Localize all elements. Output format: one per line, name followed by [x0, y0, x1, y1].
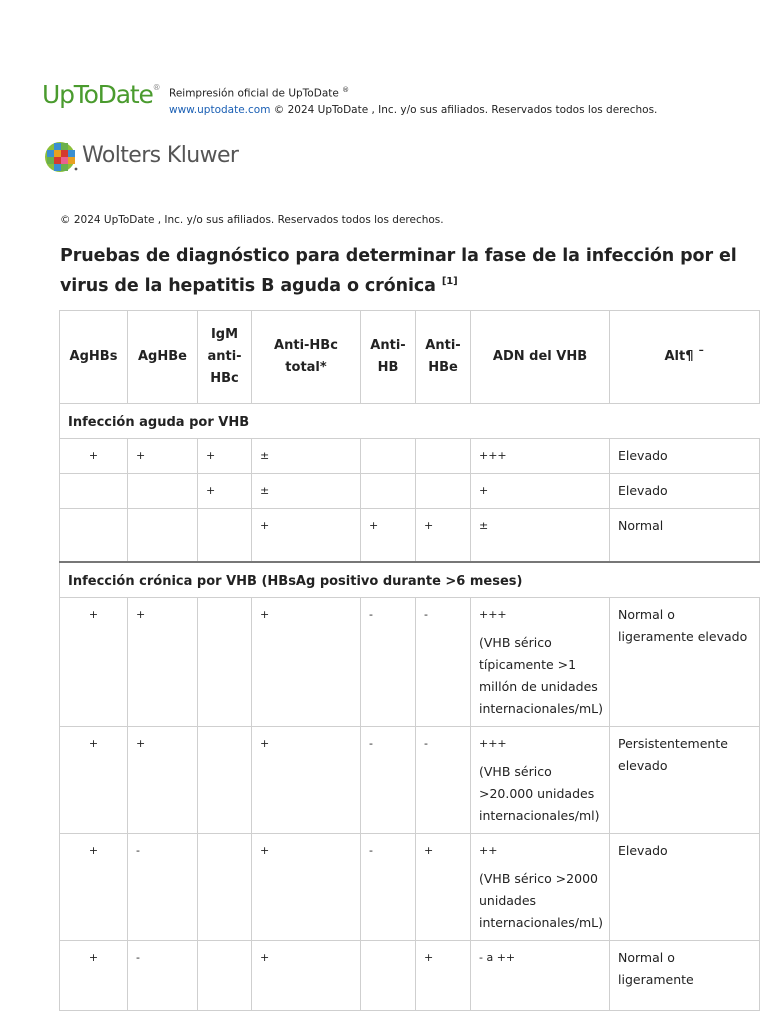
table-cell: + [60, 726, 128, 833]
reprint-label: Reimpresión oficial de UpToDate [169, 87, 339, 100]
column-header: Anti-HB [361, 311, 416, 404]
table-cell [128, 474, 198, 509]
table-cell [198, 597, 252, 726]
column-header: Anti-HBe [416, 311, 471, 404]
table-cell: + [198, 439, 252, 474]
table-cell: Elevado [610, 833, 760, 940]
table-row [60, 726, 760, 833]
table-cell: + [128, 439, 198, 474]
table-cell: + [416, 509, 471, 562]
table-cell: + [416, 833, 471, 940]
copyright-text: © 2024 UpToDate , Inc. y/o sus afiliados. Reservados todos los derechos. [60, 214, 444, 226]
table-cell: + [252, 597, 361, 726]
table-cell [361, 474, 416, 509]
table-row [60, 597, 760, 726]
table-cell: + [252, 509, 361, 562]
table-cell: ± [471, 509, 610, 562]
column-header: Anti-HBc total* [252, 311, 361, 404]
table-cell: Normal [610, 509, 760, 562]
logo-registered-mark: ® [152, 82, 161, 92]
table-cell: +++ [471, 439, 610, 474]
dna-note: (VHB sérico >20.000 unidades internacionales/ml) [479, 763, 600, 823]
publisher-name: Wolters Kluwer [82, 143, 239, 168]
page-title: Pruebas de diagnóstico para determinar la fase de la infección por el virus de la hepatitis B aguda o crónica [1] [60, 246, 737, 296]
uptodate-logo[interactable]: UpToDate® [42, 80, 161, 109]
column-header: AgHBe [128, 311, 198, 404]
dna-level: ++ [479, 843, 498, 857]
table-cell: Persistentemente elevado [610, 726, 760, 833]
table-cell [60, 509, 128, 562]
table-cell [361, 439, 416, 474]
table-cell: Elevado [610, 439, 760, 474]
table-cell: - [128, 940, 198, 1010]
table-cell: + [471, 474, 610, 509]
table-cell: + [416, 940, 471, 1010]
table-cell: - [361, 833, 416, 940]
table-cell: - [128, 833, 198, 940]
table-row [60, 439, 760, 474]
column-header: AgHBs [60, 311, 128, 404]
table-row [60, 509, 760, 562]
table-cell: ± [252, 474, 361, 509]
dna-note: (VHB sérico >2000 unidades internacionales/mL) [479, 870, 603, 930]
table-cell [416, 439, 471, 474]
section-header-acute [60, 404, 760, 439]
table-cell [471, 833, 610, 940]
table-cell: Elevado [610, 474, 760, 509]
table-cell [198, 509, 252, 562]
table-cell: + [252, 726, 361, 833]
table-cell: - [416, 597, 471, 726]
table-cell: + [60, 940, 128, 1010]
title-reference[interactable]: [1] [441, 276, 458, 287]
table-cell [471, 597, 610, 726]
table-row [60, 474, 760, 509]
table-cell: + [252, 833, 361, 940]
dna-level: +++ [479, 736, 507, 750]
table-cell: + [60, 439, 128, 474]
table-cell: - [361, 726, 416, 833]
table-cell [416, 474, 471, 509]
globe-icon [44, 141, 78, 173]
dna-level: - a ++ [479, 950, 516, 964]
reprint-registered-mark: ® [342, 86, 350, 94]
table-cell: - [416, 726, 471, 833]
dna-level: +++ [479, 607, 507, 621]
table-cell: ± [252, 439, 361, 474]
website-link[interactable]: www.uptodate.com [169, 103, 271, 116]
table-row [60, 940, 760, 1010]
table-cell [471, 940, 610, 1010]
table-cell: + [60, 597, 128, 726]
table-cell: + [252, 940, 361, 1010]
diagnostic-table [59, 310, 760, 1011]
column-header: ADN del VHB [471, 311, 610, 404]
table-cell: + [198, 474, 252, 509]
table-cell: + [60, 833, 128, 940]
reprint-notice [169, 82, 709, 118]
table-cell: Normal o ligeramente elevado [610, 597, 760, 726]
table-cell [60, 474, 128, 509]
column-header: IgM anti-HBc [198, 311, 252, 404]
table-cell: + [128, 597, 198, 726]
section-header-chronic [60, 562, 760, 598]
section-title: Infección aguda por VHB [60, 404, 760, 439]
dna-note: (VHB sérico típicamente >1 millón de unidades internacionales/mL) [479, 634, 603, 716]
table-row [60, 833, 760, 940]
rights-text: © 2024 UpToDate , Inc. y/o sus afiliados. Reservados todos los derechos. [270, 103, 658, 116]
section-title: Infección crónica por VHB (HBsAg positivo durante >6 meses) [60, 562, 760, 598]
table-cell [198, 833, 252, 940]
table-cell [471, 726, 610, 833]
table-cell [198, 726, 252, 833]
table-cell: + [361, 509, 416, 562]
diagnostic-table-container[interactable] [59, 310, 748, 990]
table-header-row [60, 311, 760, 404]
table-cell [198, 940, 252, 1010]
table-cell: - [361, 597, 416, 726]
column-header: Alt¶ ˉ [610, 311, 760, 404]
table-cell [361, 940, 416, 1010]
table-cell: + [128, 726, 198, 833]
table-cell [128, 509, 198, 562]
table-cell: Normal o ligeramente [610, 940, 760, 1010]
